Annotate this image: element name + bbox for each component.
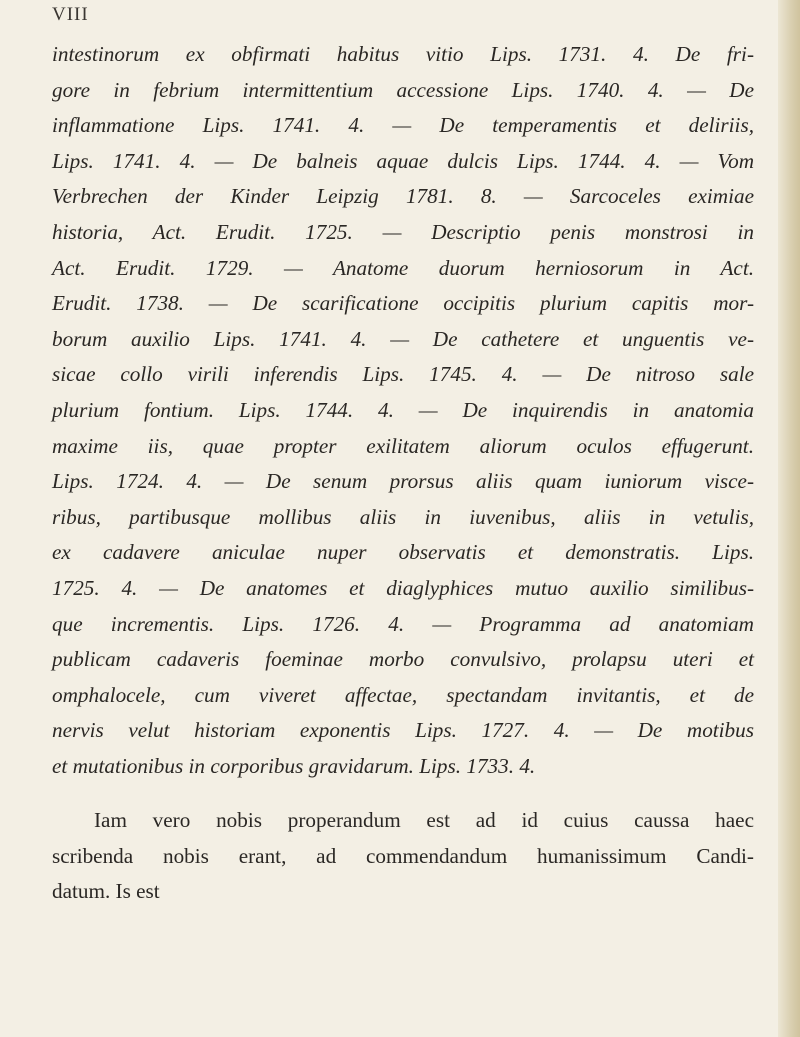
text-line: maxime iis, quae propter exilitatem aliorum oculos effugerunt. <box>52 433 754 458</box>
text-line: Iam vero nobis properandum est ad id cuius caussa haec <box>94 808 754 832</box>
text-line: datum. Is est <box>52 879 160 904</box>
text-line: Lips. 1724. 4. — De senum prorsus aliis quam iuniorum visce- <box>52 469 754 494</box>
text-line: et mutationibus in corporibus gravidarum. Lips. 1733. 4. <box>52 753 536 778</box>
text-line: historia, Act. Erudit. 1725. — Descriptio penis monstrosi in <box>52 219 754 244</box>
text-line: Lips. 1741. 4. — De balneis aquae dulcis Lips. 1744. 4. — Vom <box>52 148 754 173</box>
text-line: 1725. 4. — De anatomes et diaglyphices mutuo auxilio similibus- <box>52 575 754 600</box>
text-line: publicam cadaveris foeminae morbo convulsivo, prolapsu uteri et <box>52 647 754 672</box>
text-line: borum auxilio Lips. 1741. 4. — De cathetere et unguentis ve- <box>52 326 754 351</box>
text-line: plurium fontium. Lips. 1744. 4. — De inquirendis in anatomia <box>52 397 754 422</box>
text-line: omphalocele, cum viveret affectae, spectandam invitantis, et de <box>52 682 754 707</box>
text-line: gore in febrium intermittentium accessione Lips. 1740. 4. — De <box>52 77 754 102</box>
text-line: Erudit. 1738. — De scarificatione occipitis plurium capitis mor- <box>52 291 754 316</box>
text-line: que incrementis. Lips. 1726. 4. — Programma ad anatomiam <box>52 611 754 636</box>
text-line: sicae collo virili inferendis Lips. 1745. 4. — De nitroso sale <box>52 362 754 387</box>
text-line: Verbrechen der Kinder Leipzig 1781. 8. — Sarcoceles eximiae <box>52 184 754 209</box>
page-number: VIII <box>52 4 89 25</box>
closing-paragraph <box>52 803 754 910</box>
text-line: scribenda nobis erant, ad commendandum humanissimum Candi- <box>52 843 754 868</box>
text-line: inflammatione Lips. 1741. 4. — De temperamentis et deliriis, <box>52 113 754 138</box>
text-line: nervis velut historiam exponentis Lips. 1727. 4. — De motibus <box>52 718 754 743</box>
text-line: Act. Erudit. 1729. — Anatome duorum herniosorum in Act. <box>52 255 754 280</box>
bibliography-paragraph <box>52 37 754 784</box>
text-line: ribus, partibusque mollibus aliis in iuvenibus, aliis in vetulis, <box>52 504 754 529</box>
page-edge <box>778 0 800 1037</box>
text-line: ex cadavere aniculae nuper observatis et demonstratis. Lips. <box>52 540 754 565</box>
text-line: intestinorum ex obfirmati habitus vitio Lips. 1731. 4. De fri- <box>52 42 754 66</box>
